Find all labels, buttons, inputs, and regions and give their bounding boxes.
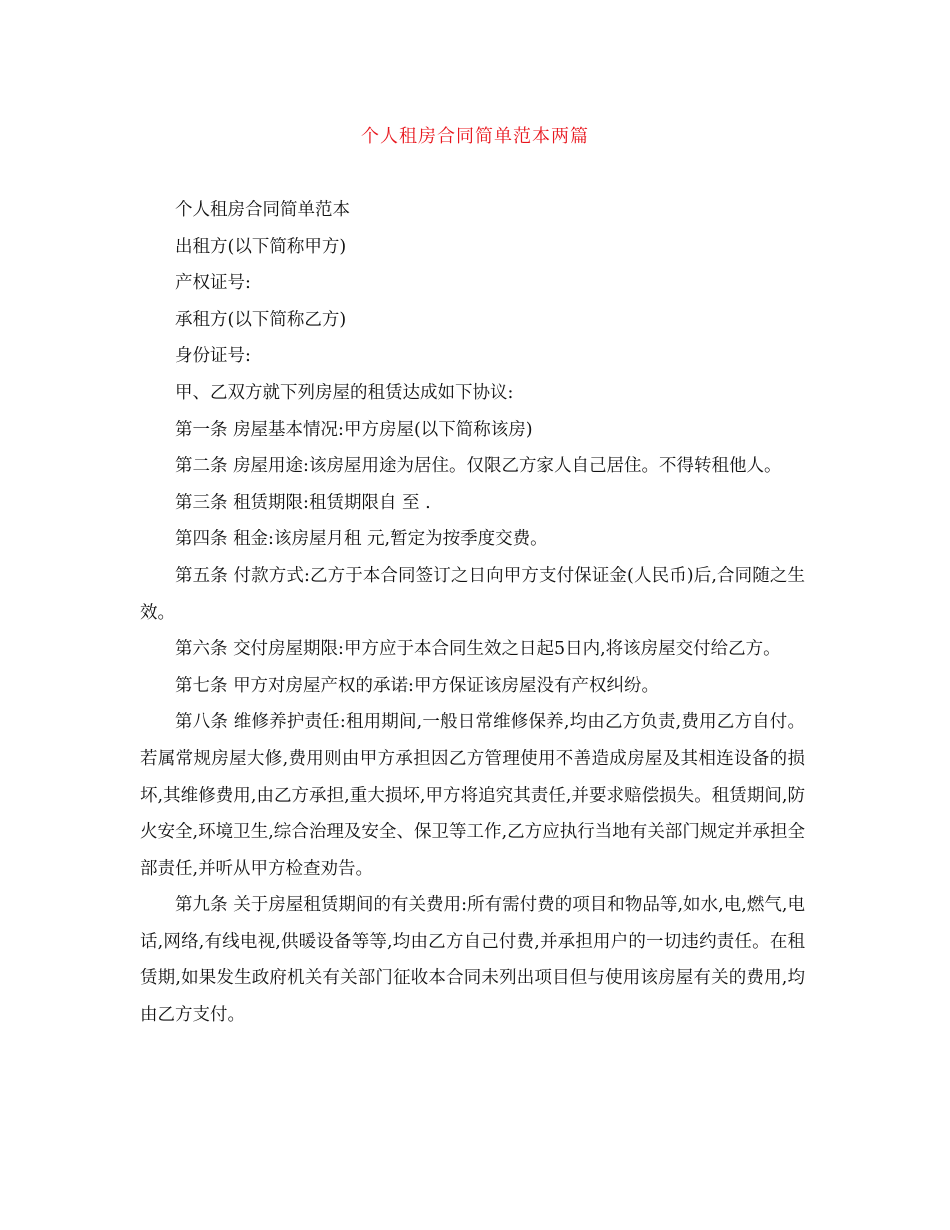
paragraph-property-cert: 产权证号: — [175, 273, 251, 294]
paragraph-article-5: 第五条 付款方式:乙方于本合同签订之日向甲方支付保证金(人民币)后,合同随之生效。 — [140, 565, 805, 623]
paragraph-article-1: 第一条 房屋基本情况:甲方房屋(以下简称该房) — [175, 419, 533, 440]
paragraph-article-7: 第七条 甲方对房屋产权的承诺:甲方保证该房屋没有产权纠纷。 — [175, 675, 659, 696]
paragraph-article-2: 第二条 房屋用途:该房屋用途为居住。仅限乙方家人自己居住。不得转租他人。 — [175, 456, 782, 477]
document-title: 个人租房合同简单范本两篇 — [361, 126, 589, 147]
paragraph-id-number: 身份证号: — [175, 346, 251, 367]
paragraph-article-9: 第九条 关于房屋租赁期间的有关费用:所有需付费的项目和物品等,如水,电,燃气,电话,网络,有线电视,供暖设备等等,均由乙方自己付费,并承担用户的一切违约责任。在租赁期,如果发生政府机关有关部门征收本合同未列出项目但与使用该房屋有关的费用,均由乙方支付。 — [140, 895, 805, 1026]
paragraph-lessee: 承租方(以下简称乙方) — [175, 309, 347, 330]
paragraph-article-4: 第四条 租金:该房屋月租 元,暂定为按季度交费。 — [175, 529, 548, 550]
paragraph-heading: 个人租房合同简单范本 — [175, 200, 350, 220]
paragraph-article-3: 第三条 租赁期限:租赁期限自 至 . — [175, 492, 431, 513]
paragraph-lessor: 出租方(以下简称甲方) — [175, 236, 347, 257]
paragraph-article-8: 第八条 维修养护责任:租用期间,一般日常维修保养,均由乙方负责,费用乙方自付。若属常规房屋大修,费用则由甲方承担因乙方管理使用不善造成房屋及其相连设备的损坏,其维修费用,由乙方承担,重大损坏,甲方将追究其责任,并要求赔偿损失。租赁期间,防火安全,环境卫生,综合治理及安全、保卫等工作,乙方应执行当地有关部门规定并承担全部责任,并听从甲方检查劝告。 — [140, 712, 805, 879]
document-body — [140, 192, 805, 1034]
paragraph-article-6: 第六条 交付房屋期限:甲方应于本合同生效之日起5日内,将该房屋交付给乙方。 — [175, 639, 781, 660]
paragraph-agreement-intro: 甲、乙双方就下列房屋的租赁达成如下协议: — [175, 382, 514, 403]
